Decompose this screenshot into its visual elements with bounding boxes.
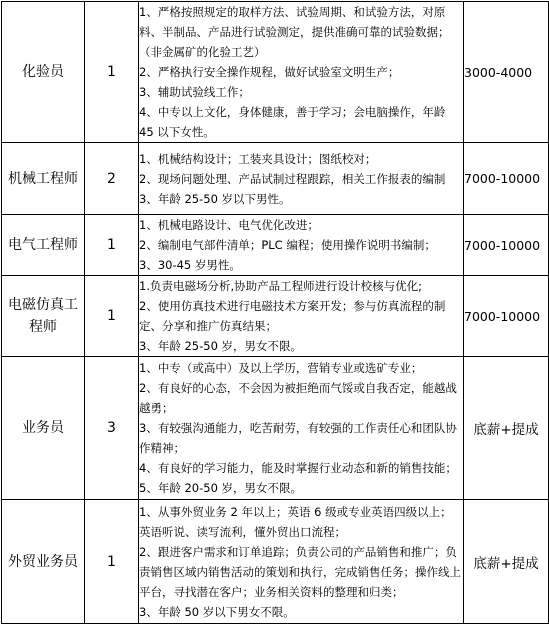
job-title: 外贸业务员 (2, 500, 85, 624)
salary: 7000-10000 (464, 276, 549, 357)
requirement-item: 2、跟进客户需求和订单追踪；负责公司的产品销售和推广；负责销售区域内销售活动的策划和执行，完成销售任务；操作线上平台，寻找潜在客户；业务相关资料的整理和归类； (139, 544, 461, 599)
job-rows (2, 2, 549, 624)
job-row (2, 215, 549, 276)
requirement-item: 2、有良好的心态，不会因为被拒绝而气馁或自我否定，能越战越勇； (139, 381, 457, 415)
headcount: 2 (85, 143, 139, 215)
requirement-item: 3、年龄 25-50 岁以下男性。 (139, 191, 291, 206)
job-title: 业务员 (2, 357, 85, 500)
requirement-item: 1、机械结构设计；工装夹具设计；图纸校对； (139, 151, 377, 166)
salary: 底薪+提成 (464, 357, 549, 500)
requirement-item: 3、有较强沟通能力，吃苦耐劳，有较强的工作责任心和团队协作精神； (139, 421, 457, 455)
headcount: 3 (85, 357, 139, 500)
headcount: 1 (85, 215, 139, 276)
salary: 3000-4000 (464, 2, 549, 143)
requirement-item: 4、有良好的学习能力，能及时掌握行业动态和新的销售技能； (139, 461, 457, 475)
job-title: 机械工程师 (2, 143, 85, 215)
headcount: 1 (85, 2, 139, 143)
salary: 7000-10000 (464, 143, 549, 215)
requirement-item: 3、30-45 岁男性。 (139, 258, 241, 272)
job-requirements (139, 143, 464, 215)
job-title: 电气工程师 (2, 215, 85, 276)
job-row (2, 143, 549, 215)
job-requirements (139, 2, 464, 143)
job-openings-table (1, 1, 549, 624)
headcount: 1 (85, 500, 139, 624)
job-requirements (139, 500, 464, 624)
requirement-item: 1、机械电路设计、电气优化改进； (139, 218, 319, 232)
requirement-item: 1.负责电磁场分析,协助产品工程师进行设计校核与优化; (139, 279, 422, 293)
job-row (2, 500, 549, 624)
job-requirements (139, 276, 464, 357)
requirement-item: 1、从事外贸业务 2 年以上；英语 6 级或专业英语四级以上；英语听说、读写流利，懂外贸出口流程； (139, 504, 452, 539)
job-requirements (139, 357, 464, 500)
requirement-item: 2、严格执行安全操作规程，做好试验室文明生产； (139, 65, 400, 79)
job-title: 化验员 (2, 2, 85, 143)
requirement-item: 2、现场问题处理、产品试制过程跟踪，相关工作报表的编制 (139, 171, 446, 186)
requirement-item: 1、中专（或高中）及以上学历，营销专业或选矿专业； (139, 361, 423, 375)
requirement-item: 3、辅助试验线工作； (139, 85, 250, 99)
headcount: 1 (85, 276, 139, 357)
job-row (2, 357, 549, 500)
job-title: 电磁仿真工程师 (2, 276, 85, 357)
requirement-item: 3、年龄 25-50 岁，男女不限。 (139, 339, 303, 353)
job-row (2, 276, 549, 357)
job-row (2, 2, 549, 143)
requirement-item: 1、严格按照规定的取样方法、试验周期、和试验方法，对原料、半制品、产品进行试验测定，提供准确可靠的试验数据；（非金属矿的化验工艺） (139, 5, 450, 59)
requirement-item: 3、年龄 50 岁以下男女不限。 (139, 604, 295, 619)
salary: 底薪+提成 (464, 500, 549, 624)
requirement-item: 2、使用仿真技术进行电磁技术方案开发；参与仿真流程的制定、分享和推广仿真结果； (139, 299, 446, 333)
requirement-item: 4、中专以上文化，身体健康，善于学习；会电脑操作，年龄 45 以下女性。 (139, 105, 446, 139)
job-requirements (139, 215, 464, 276)
salary: 7000-10000 (464, 215, 549, 276)
requirement-item: 5、年龄 20-50 岁，男女不限。 (139, 481, 303, 495)
requirement-item: 2、编制电气部件清单；PLC 编程；使用操作说明书编制； (139, 238, 436, 252)
